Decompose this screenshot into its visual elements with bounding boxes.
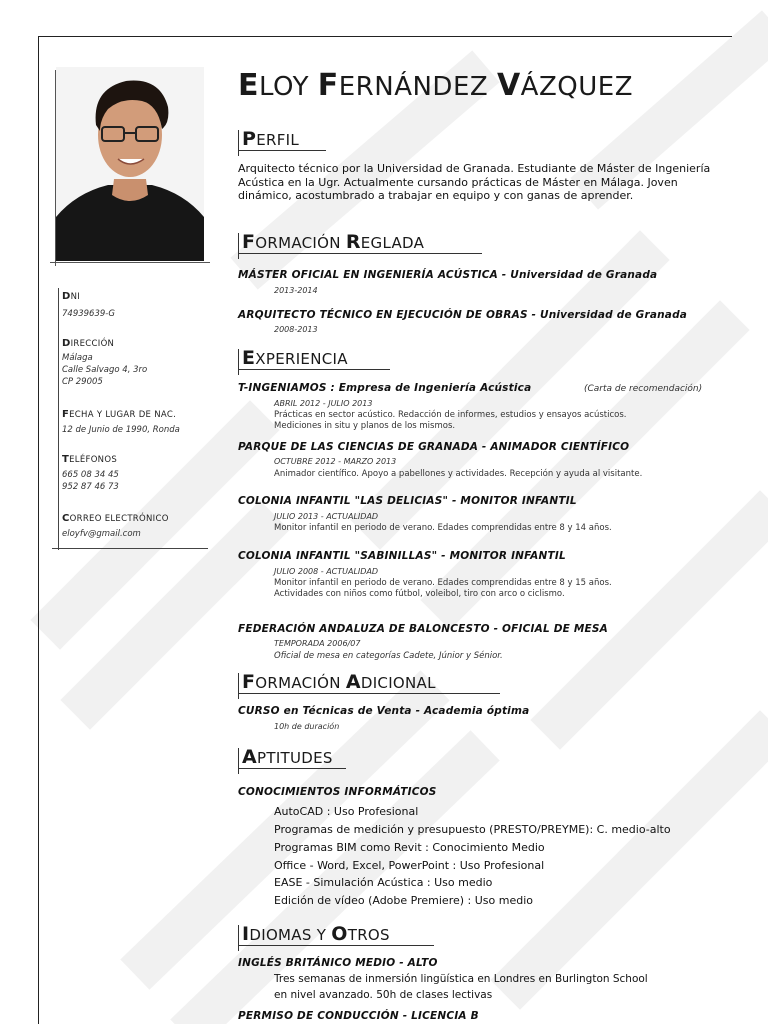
sidebar-divider xyxy=(58,288,59,550)
section-heading-experiencia: EXPERIENCIA xyxy=(238,347,348,369)
course-title: CURSO en Técnicas de Venta - Academia óptima xyxy=(238,705,530,717)
skill-item: Programas BIM como Revit : Conocimiento Medio xyxy=(274,841,545,854)
email-value[interactable]: eloyfv@gmail.com xyxy=(62,529,141,539)
top-border xyxy=(38,36,732,37)
dni-label: DNI xyxy=(62,291,81,302)
experience-title: T-INGENIAMOS : Empresa de Ingeniería Acústica xyxy=(238,382,532,394)
skill-item: Office - Word, Excel, PowerPoint : Uso Profesional xyxy=(274,859,545,872)
section-heading-formacion-adicional: FORMACIÓN ADICIONAL xyxy=(238,671,436,693)
experience-date: TEMPORADA 2006/07 xyxy=(274,639,361,648)
education-title: MÁSTER OFICIAL EN INGENIERÍA ACÚSTICA - Universidad de Granada xyxy=(238,269,658,281)
phone-number: 952 87 46 73 xyxy=(62,482,119,492)
education-date: 2013-2014 xyxy=(274,286,318,295)
experience-title: FEDERACIÓN ANDALUZA DE BALONCESTO - OFICIAL DE MESA xyxy=(238,623,608,635)
section-heading-formacion-reglada: FORMACIÓN REGLADA xyxy=(238,231,424,253)
skill-item: Edición de vídeo (Adobe Premiere) : Uso medio xyxy=(274,894,533,907)
experience-title: COLONIA INFANTIL "SABINILLAS" - MONITOR INFANTIL xyxy=(238,550,566,562)
experience-date: OCTUBRE 2012 - MARZO 2013 xyxy=(274,457,397,466)
license-title: PERMISO DE CONDUCCIÓN - LICENCIA B xyxy=(238,1010,479,1022)
sidebar-dni xyxy=(62,291,115,320)
skills-heading: CONOCIMIENTOS INFORMÁTICOS xyxy=(238,786,437,798)
candidate-name: ELOY FERNÁNDEZ VÁZQUEZ xyxy=(238,68,634,103)
sidebar-email xyxy=(62,513,169,540)
profile-text: Arquitecto técnico por la Universidad de Granada. Estudiante de Máster de Ingeniería Acústica en la Ugr. Actualmente cursando prácticas de Máster en Málaga. Joven dinámico, acostumbrado a trabajar en equipo y con ganas de aprender. xyxy=(238,162,711,202)
experience-title: PARQUE DE LAS CIENCIAS DE GRANADA - ANIMADOR CIENTÍFICO xyxy=(238,441,630,453)
photo-frame-line xyxy=(50,262,210,263)
skill-item: AutoCAD : Uso Profesional xyxy=(274,805,419,818)
photo-frame-line xyxy=(55,70,56,266)
sidebar-divider xyxy=(52,548,208,549)
phones-label: TELÉFONOS xyxy=(62,454,118,465)
experience-title: COLONIA INFANTIL "LAS DELICIAS" - MONITOR INFANTIL xyxy=(238,495,577,507)
phone-number: 665 08 34 45 xyxy=(62,470,119,480)
sidebar-address xyxy=(62,338,147,388)
language-title: INGLÉS BRITÁNICO MEDIO - ALTO xyxy=(238,957,438,969)
experience-desc: Monitor infantil en periodo de verano. Edades comprendidas entre 8 y 15 años. Actividades con niños como fútbol, voleibol, tiro con arco o ciclismo. xyxy=(274,578,612,599)
experience-desc: Prácticas en sector acústico. Redacción de informes, estudios y ensayos acústicos. Mediciones in situ y planos de los mismos. xyxy=(274,410,627,431)
address-line: CP 29005 xyxy=(62,377,103,387)
skill-item: EASE - Simulación Acústica : Uso medio xyxy=(274,876,493,889)
sidebar-phones xyxy=(62,454,119,493)
experience-date: JULIO 2013 - ACTUALIDAD xyxy=(274,512,379,521)
experience-note[interactable]: (Carta de recomendación) xyxy=(584,384,703,394)
education-title: ARQUITECTO TÉCNICO EN EJECUCIÓN DE OBRAS - Universidad de Granada xyxy=(238,309,688,321)
left-border xyxy=(38,36,39,1024)
experience-desc: Oficial de mesa en categorías Cadete, Júnior y Sénior. xyxy=(274,651,503,661)
section-heading-idiomas: IDIOMAS Y OTROS xyxy=(238,923,390,945)
education-date: 2008-2013 xyxy=(274,325,318,334)
birth-label: FECHA Y LUGAR DE NAC. xyxy=(62,409,177,420)
address-label: DIRECCIÓN xyxy=(62,338,115,349)
dni-value: 74939639-G xyxy=(62,309,115,319)
language-desc: en nivel avanzado. 50h de clases lectivas xyxy=(274,989,493,1001)
experience-desc: Monitor infantil en periodo de verano. Edades comprendidas entre 8 y 14 años. xyxy=(274,523,612,533)
experience-date: ABRIL 2012 - JULIO 2013 xyxy=(274,399,373,408)
email-label: CORREO ELECTRÓNICO xyxy=(62,513,169,524)
language-desc: Tres semanas de inmersión lingüística en Londres en Burlington School xyxy=(274,973,648,985)
experience-date: JULIO 2008 - ACTUALIDAD xyxy=(274,567,379,576)
experience-desc: Animador científico. Apoyo a pabellones y actividades. Recepción y ayuda al visitante. xyxy=(274,469,643,479)
address-line: Calle Salvago 4, 3ro xyxy=(62,365,148,375)
address-line: Málaga xyxy=(62,353,93,363)
profile-photo xyxy=(56,67,204,261)
course-duration: 10h de duración xyxy=(274,722,340,731)
skill-item: Programas de medición y presupuesto (PRESTO/PREYME): C. medio-alto xyxy=(274,823,671,836)
section-heading-perfil: PERFIL xyxy=(238,128,299,150)
birth-value: 12 de Junio de 1990, Ronda xyxy=(62,425,180,435)
sidebar-birth xyxy=(62,409,180,436)
section-heading-aptitudes: APTITUDES xyxy=(238,746,333,768)
